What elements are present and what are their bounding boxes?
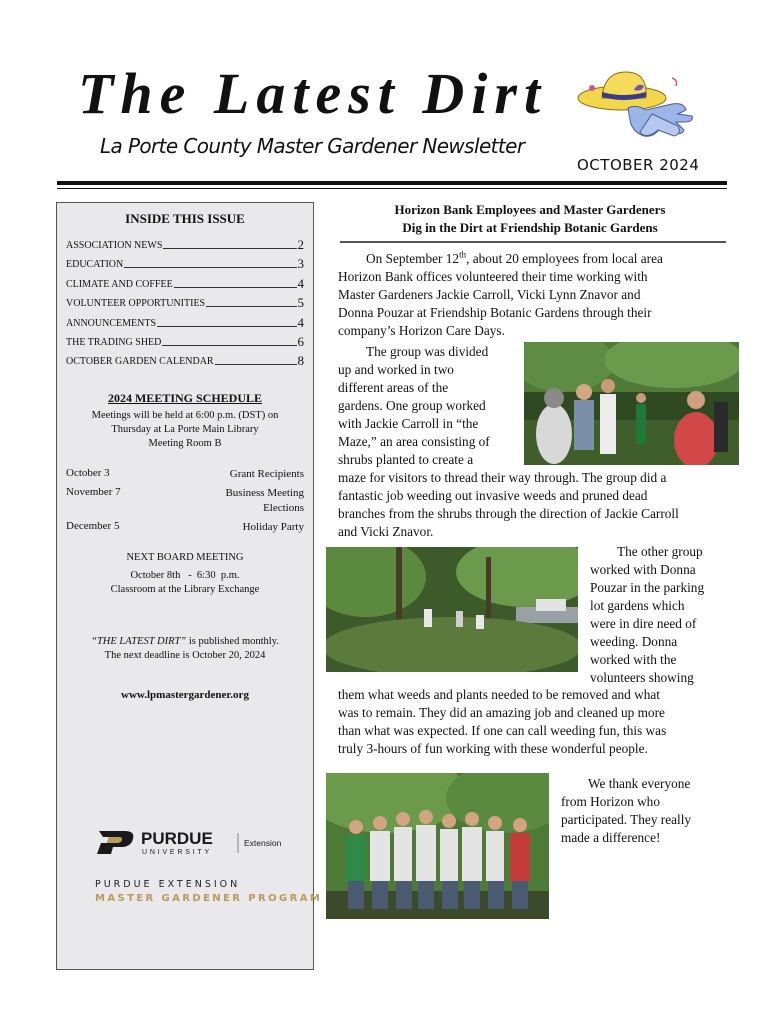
parking-lot-garden-photo — [326, 547, 578, 672]
meeting-date: October 3 — [66, 467, 110, 479]
article-paragraph-3-full: them what weeds and plants needed to be removed and what was to remain. They did an amazing job and cleaned up more than what was expected. If one can call weeding fun, this was truly 3-hours of fun working with these wonderful people. — [338, 687, 667, 756]
toc-item: EDUCATION 3 — [66, 256, 304, 271]
maze-group-photo — [524, 342, 739, 465]
toc-item: ASSOCIATION NEWS 2 — [66, 237, 304, 252]
website-link[interactable]: www.lpmastergardener.org — [121, 689, 249, 701]
masthead-rule — [57, 181, 727, 185]
meeting-date: December 5 — [66, 520, 120, 532]
toc-item: CLIMATE AND COFFEE 4 — [66, 276, 304, 291]
hat-gloves-illustration — [574, 64, 702, 150]
toc-item: THE TRADING SHED 6 — [66, 334, 304, 349]
meeting-topic: Grant Recipients — [229, 468, 304, 480]
master-gardener-program-line: MASTER GARDENER PROGRAM — [95, 893, 323, 904]
svg-text:PURDUE: PURDUE — [141, 829, 213, 848]
article-paragraph-2-full: maze for visitors to thread their way through. The group did a fantastic job weeding out invasive weeds and pruned dead branches from the shrubs through the direction of Jackie Carroll and Vicki Znavor. — [338, 470, 679, 539]
meeting-schedule-title: 2024 MEETING SCHEDULE — [107, 391, 263, 405]
sidebar — [56, 202, 323, 970]
svg-text:UNIVERSITY: UNIVERSITY — [142, 849, 213, 856]
article-paragraph-1: On September 12th, about 20 employees from local area Horizon Bank offices volunteered their time working with Master Gardeners Jackie Carroll, Vicki Lynn Znavor and Donna Pouzar at Friendship Botanic Gardens through their company’s Horizon Care Days. — [338, 249, 663, 338]
volunteer-group-photo — [326, 773, 549, 919]
publication-note: “THE LATEST DIRT” is published monthly. The next deadline is October 20, 2024 — [91, 636, 279, 661]
inside-issue-title: INSIDE THIS ISSUE — [125, 211, 245, 226]
purdue-extension-line: PURDUE EXTENSION — [95, 879, 241, 890]
article-paragraph-2-wrap: The group was divided up and worked in two different areas of the gardens. One group worked with Jackie Carroll in “the Maze,” an area consisting of shrubs planted to create a — [338, 344, 490, 467]
toc-item: ANNOUNCEMENTS 4 — [66, 315, 304, 330]
toc-item: VOLUNTEER OPPORTUNITIES 5 — [66, 295, 304, 310]
meeting-date: November 7 — [66, 486, 121, 498]
issue-date: OCTOBER 2024 — [577, 156, 700, 174]
article-paragraph-4: We thank everyone from Horizon who participated. They really made a difference! — [561, 776, 692, 845]
board-meeting-detail: October 8th - 6:30 p.m. Classroom at the Library Exchange — [110, 570, 260, 595]
newsletter-title: The Latest Dirt — [78, 61, 548, 126]
meeting-topic: Holiday Party — [242, 521, 304, 533]
toc-item: OCTOBER GARDEN CALENDAR 8 — [66, 353, 304, 368]
article-rule — [340, 241, 726, 243]
newsletter-subtitle: La Porte County Master Gardener Newsletter — [100, 134, 525, 158]
masthead-rule-thin — [57, 188, 727, 189]
board-meeting-title: NEXT BOARD MEETING — [126, 552, 244, 563]
meeting-schedule-note: Meetings will be held at 6:00 p.m. (DST) on Thursday at La Porte Main Library Meeting Room B — [91, 410, 279, 449]
purdue-logo — [95, 827, 285, 862]
svg-text:Extension: Extension — [244, 838, 282, 848]
meeting-topic: Business Meeting Elections — [225, 487, 304, 514]
article-headline: Horizon Bank Employees and Master Gardeners Dig in the Dirt at Friendship Botanic Gardens — [394, 202, 666, 235]
article-paragraph-3-wrap: The other group worked with Donna Pouzar in the parking lot gardens which were in dire need of weeding. Donna worked with the volunteers showing — [590, 544, 705, 685]
